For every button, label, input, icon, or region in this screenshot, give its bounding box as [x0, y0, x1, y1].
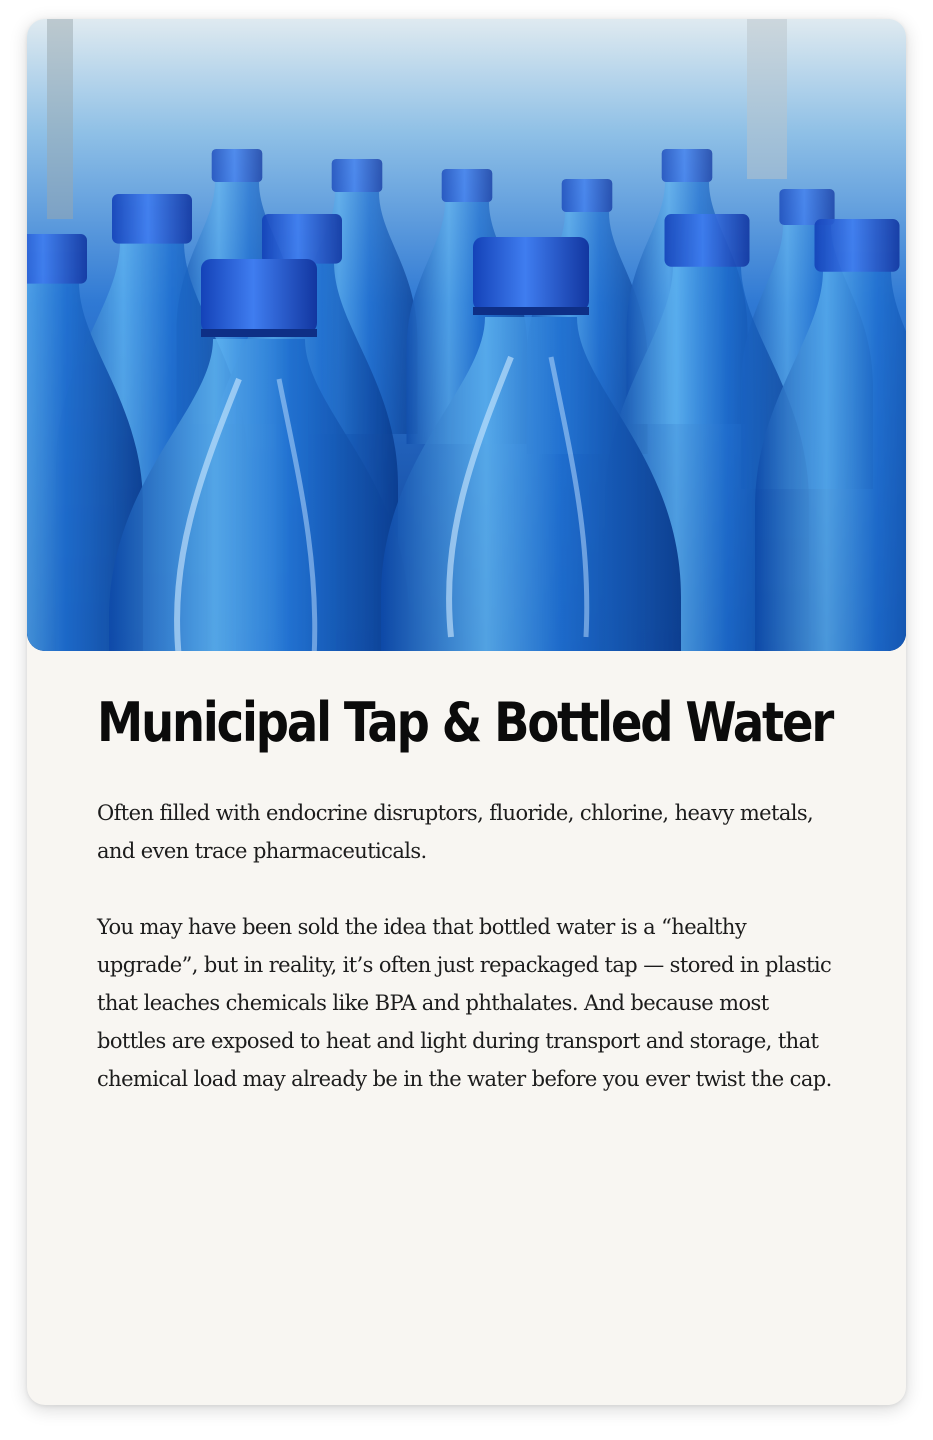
bottled-water-photo-icon	[27, 19, 906, 651]
card-title: Municipal Tap & Bottled Water	[97, 691, 833, 754]
hero-image	[27, 19, 906, 651]
content-card	[27, 19, 906, 1405]
body-paragraph: You may have been sold the idea that bottled water is a “healthy upgrade”, but in reality, it’s often just repackaged tap — stored in plastic that leaches chemicals like BPA and phthalates. And because most bottles are exposed to heat and light during transport and storage, that chemical load may already be in the water before you ever twist the cap.	[97, 914, 832, 1091]
card-content	[97, 691, 837, 1098]
intro-paragraph: Often filled with endocrine disruptors, fluoride, chlorine, heavy metals, and even trace pharmaceuticals.	[97, 800, 814, 863]
